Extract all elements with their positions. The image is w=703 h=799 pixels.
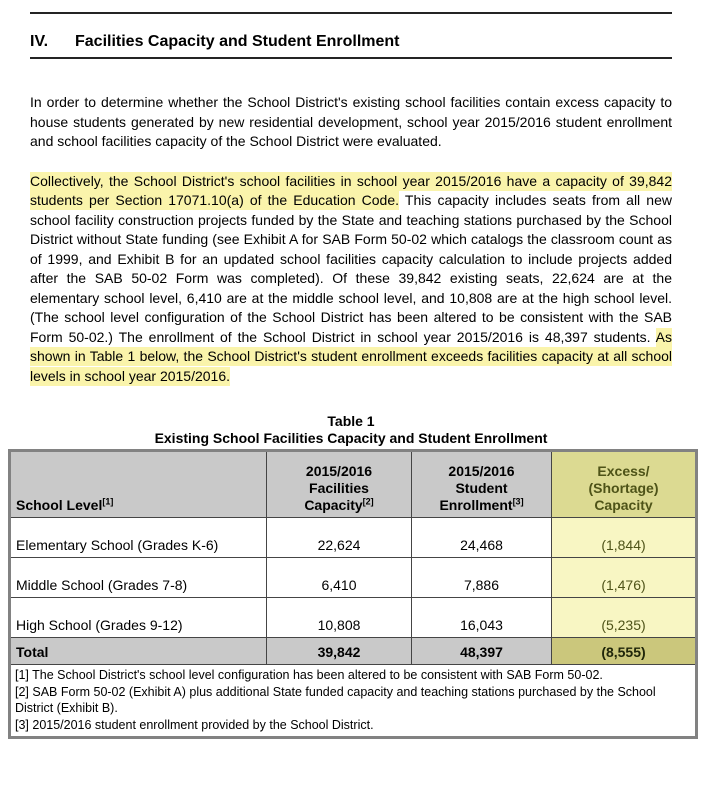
section-heading	[30, 33, 672, 59]
table-footnote: [2] SAB Form 50-02 (Exhibit A) plus additional State funded capacity and teaching stations purchased by the School District (Exhibit B).	[15, 684, 656, 715]
level-cell: Total	[10, 638, 267, 665]
facilities-capacity-cell: 22,624	[267, 518, 412, 558]
capacity-enrollment-table	[8, 449, 698, 739]
table-footnote: [3] 2015/2016 student enrollment provided by the School District.	[15, 717, 374, 732]
column-header: School Level[1]	[10, 451, 267, 518]
column-header: Excess/ (Shortage) Capacity	[552, 451, 697, 518]
highlighted-text: As shown in Table 1 below, the School District's student enrollment exceeds facilities capacity at all school levels in school year 2015/2016.	[30, 328, 672, 384]
excess-shortage-cell: (8,555)	[552, 638, 697, 665]
facilities-capacity-cell: 6,410	[267, 558, 412, 598]
table-footnotes-cell	[10, 665, 697, 738]
table-row	[10, 518, 697, 558]
section-title: Facilities Capacity and Student Enrollment	[75, 33, 400, 50]
column-header: 2015/2016 Facilities Capacity[2]	[267, 451, 412, 518]
table-header-row	[10, 451, 697, 518]
excess-shortage-cell: (1,476)	[552, 558, 697, 598]
footnote-ref: [2]	[362, 496, 374, 507]
table-row	[10, 598, 697, 638]
level-cell: Middle School (Grades 7-8)	[10, 558, 267, 598]
column-header: 2015/2016 Student Enrollment[3]	[412, 451, 552, 518]
excess-shortage-cell: (1,844)	[552, 518, 697, 558]
highlighted-text: Collectively, the School District's school facilities in school year 2015/2016 have a capacity of 39,842 students per Section 17071.10(a) of the Education Code.	[30, 172, 672, 208]
level-cell: High School (Grades 9-12)	[10, 598, 267, 638]
total-row	[10, 638, 697, 665]
facilities-capacity-cell: 39,842	[267, 638, 412, 665]
page-top-rule	[30, 12, 672, 14]
student-enrollment-cell: 48,397	[412, 638, 552, 665]
paragraph-text: This capacity includes seats from all new school facility construction projects funded by the State and teaching stations purchased by the School District without State funding (see Exhibit A for SAB Form 50-02 which catalogs the classroom count as of 1999, and Exhibit B for an updated school facilities capacity calculation to include projects added after the SAB 50-02 Form was completed). Of these 39,842 existing seats, 22,624 are at the elementary school level, 6,410 are at the middle school level, and 10,808 are at the high school level. (The school level configuration of the School District has been altered to be consistent with the SAB Form 50-02.) The enrollment of the School District in school year 2015/2016 is 48,397 students.	[30, 192, 672, 345]
section-number: IV.	[30, 33, 49, 50]
table-footnotes-row	[10, 665, 697, 738]
footnote-ref: [3]	[512, 496, 524, 507]
student-enrollment-cell: 7,886	[412, 558, 552, 598]
table-title-line2: Existing School Facilities Capacity and Student Enrollment	[154, 430, 548, 446]
footnote-ref: [1]	[102, 496, 114, 507]
excess-shortage-cell: (5,235)	[552, 598, 697, 638]
table-title	[30, 413, 672, 447]
body-text	[30, 93, 672, 386]
table-row	[10, 558, 697, 598]
facilities-capacity-cell: 10,808	[267, 598, 412, 638]
body-paragraph	[30, 93, 672, 152]
body-paragraph	[30, 172, 672, 387]
student-enrollment-cell: 24,468	[412, 518, 552, 558]
document-page	[0, 12, 703, 739]
level-cell: Elementary School (Grades K-6)	[10, 518, 267, 558]
table-title-line1: Table 1	[327, 413, 375, 429]
student-enrollment-cell: 16,043	[412, 598, 552, 638]
table-footnote: [1] The School District's school level configuration has been altered to be consistent with SAB Form 50-02.	[15, 668, 603, 682]
paragraph-text: In order to determine whether the School District's existing school facilities contain excess capacity to house students generated by new residential development, school year 2015/2016 student enrollment and school facilities capacity of the School District were evaluated.	[30, 94, 672, 149]
